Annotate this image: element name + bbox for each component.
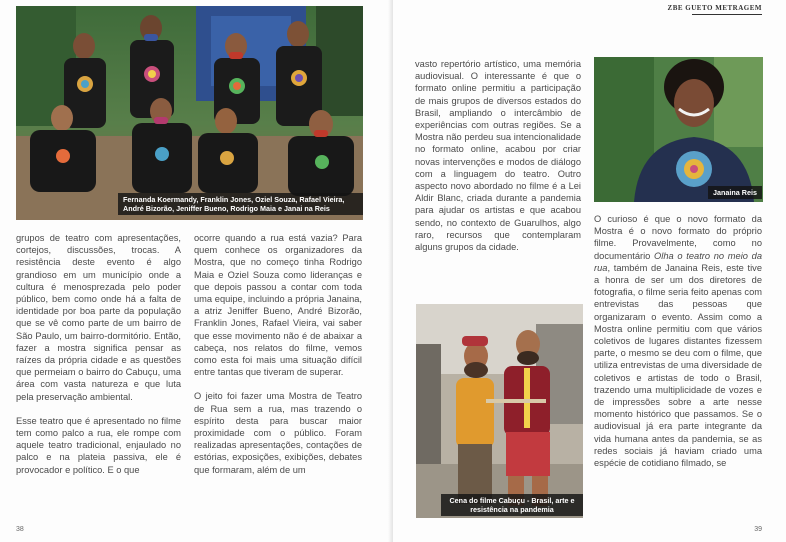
caption-line-2: resistência na pandemia: [470, 505, 554, 514]
left-column-2: [194, 232, 362, 488]
film-title: Olha o teatro no meio da rua: [594, 250, 762, 273]
paragraph: O jeito foi fazer uma Mostra de Teatro de Rua sem a rua, mas trazendo o espírito desta para buscar maior proximidade com o público. Foram realizadas apresentações, contações de estórias, exposições, exibições, debates que formaram, além de um: [194, 391, 362, 475]
janaina-photo-caption: Janaina Reis: [708, 186, 762, 199]
right-column-2: [594, 213, 762, 481]
running-header: ZBE GUETO METRAGEM: [667, 4, 762, 12]
group-photo: [16, 6, 363, 220]
caption-line-1: Fernanda Koermandy, Franklin Jones, Oziel Souza, Rafael Vieira,: [123, 195, 345, 204]
paragraph: ocorre quando a rua está vazia? Para quem conhece os organizadores da Mostra, que no começo tinha Rodrigo Maia e Oziel Souza como lideranças e que depois passou a contar com toda uma equipe, incluindo a própria Janaina, a atriz Jeniffer Bueno, André Bizorão, Franklin Jones, Rafael Vieira, vai saber que esse movimento não é de abaixar a cabeça, nos relatos do filme, vemos como esta foi mais uma situação difícil entre tantas que tiveram de superar.: [194, 233, 362, 378]
page-number-left: 38: [16, 526, 24, 533]
group-photo-caption: [118, 193, 363, 215]
film-scene-caption: [441, 494, 583, 516]
group-photo-illustration: [16, 6, 363, 220]
paragraph: grupos de teatro com apresentações, cortejos, discussões, trocas. A resistência deste evento é algo grandioso em um município onde a cultura é menosprezada pelo poder público, bem como onde há a falta de identidade por boa parte da população que se vê como parte de um bairro de São Paulo, um bairro-dormitório. Então, fazer a mostra significa pensar as raízes da própria cidade e as questões que permeiam o bairro do Cabuçu, uma área com vasta natureza e que luta pela preservação ambiental.: [16, 233, 181, 402]
film-scene-photo: [416, 304, 583, 518]
left-column-1: [16, 232, 181, 488]
right-page: [393, 0, 786, 542]
film-scene-illustration: [416, 304, 583, 518]
paragraph: Esse teatro que é apresentado no filme tem como palco a rua, ele rompe com aquele teatro tradicional, enjaulado no palco e na plateia passiva, ele é provocador e político. E o que: [16, 415, 181, 475]
header-rule: [692, 14, 762, 15]
paragraph: vasto repertório artístico, uma memória audiovisual. O interessante é que o formato online permitiu a participação de mais grupos de diversos estados do Brasil, ampliando o intercâmbio de experiências com outras regiões. Se a Mostra não perdeu sua intencionalidade no formato online, acabou por criar novas intervenções e modos de diálogo com a linguagem do teatro. Outro aspecto novo abordado no filme é a Lei Aldir Blanc, criada durante a pandemia para ajudar os artistas e que acabou sendo, no contexto de Guarulhos, algo raro, recursos que contemplaram alguns grupos da cidade.: [415, 59, 581, 253]
text-run: , também de Janaina Reis, este tive a honra de ser um dos diretores de fotografia, o filme seria feito apenas com entrevistas das pessoas que organizaram o evento. Assim como a Mostra online permitiu com que vários coletivos de lugares distantes fizessem parte, o mesmo se deu com o filme, que utiliza entrevistas de uma diversidade de coletivos e artistas de todo o Brasil, trazendo uma multiplicidade de vozes e de impressões sobre a arte nesse momento histórico que passamos. Se o audiovisual já era parte integrante da vida humana antes da pandemia, se as redes sociais já haviam criado uma espécie de cotidiano filmado, se: [594, 262, 762, 469]
text-run: O curioso é que o novo formato da Mostra é o novo formato do próprio filme. Provavelmente, como no documentário: [594, 214, 762, 261]
caption-line-2: André Bizorão, Jeniffer Bueno, Rodrigo Maia e Janai na Reis: [123, 204, 330, 213]
paragraph: [594, 213, 762, 469]
right-column-1: [415, 58, 581, 265]
caption-line-1: Cena do filme Cabuçu - Brasil, arte e: [449, 496, 575, 505]
page-number-right: 39: [754, 526, 762, 533]
janaina-photo: [594, 57, 763, 202]
janaina-photo-illustration: [594, 57, 763, 202]
